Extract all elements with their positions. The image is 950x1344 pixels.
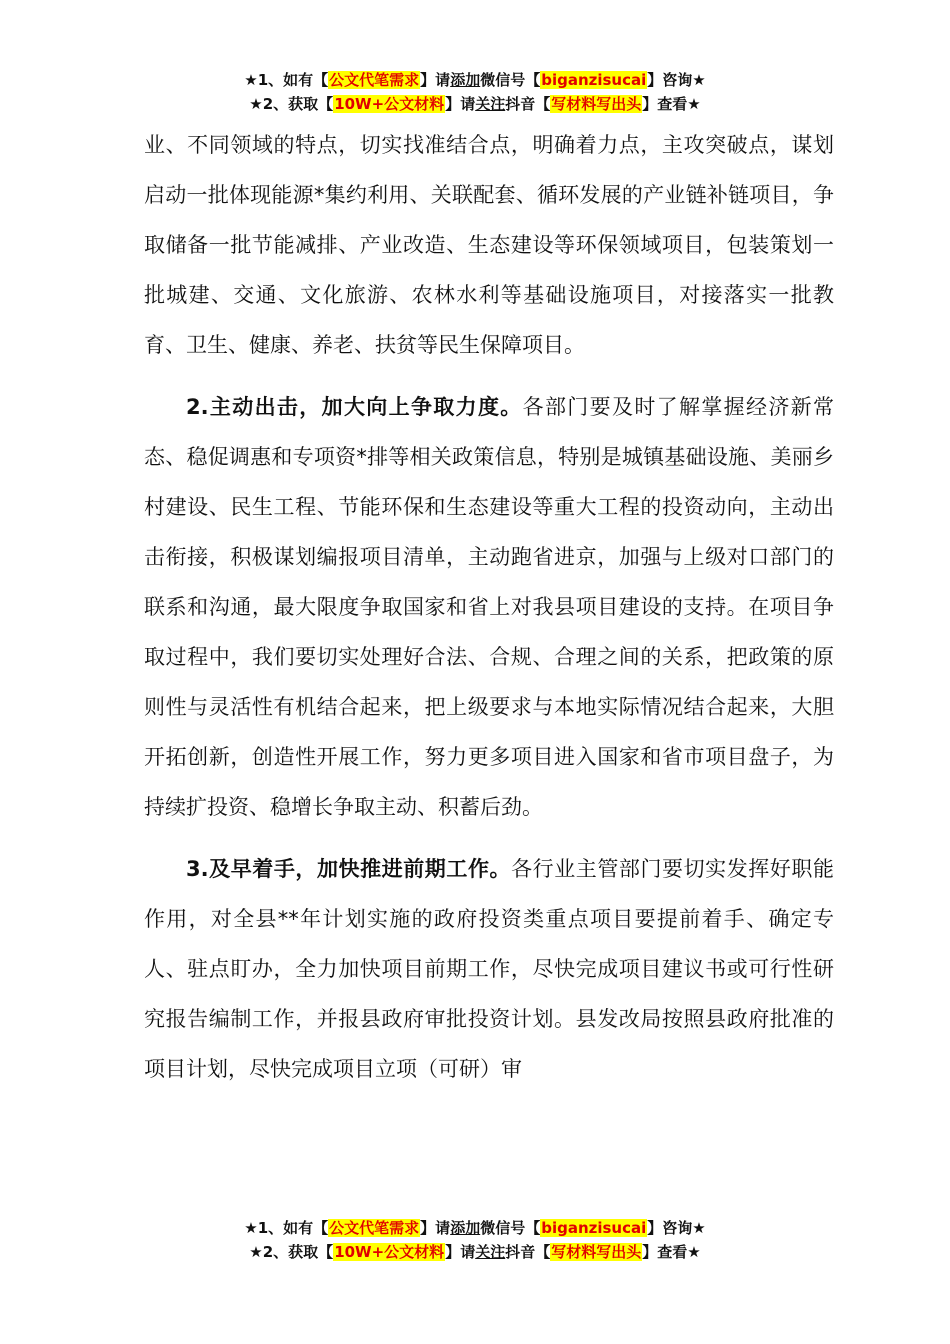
highlight-douyin: 写材料写出头 <box>551 1243 642 1261</box>
paragraph-2-heading: 2.主动出击，加大向上争取力度。 <box>186 395 523 419</box>
paragraph-continued: 业、不同领域的特点，切实找准结合点，明确着力点，主攻突破点，谋划启动一批体现能源*集约利用、关联配套、循环发展的产业链补链项目，争取储备一批节能减排、产业改造、生态建设等环保领域项目，包装策划一批城建、交通、文化旅游、农林水利等基础设施项目，对接落实一批教育、卫生、健康、养老、扶贫等民生保障项目。 <box>144 133 834 357</box>
paragraph-2 <box>144 382 834 832</box>
highlight-wechat-id: biganzisucai <box>541 1219 647 1237</box>
banner-line-2: ★2、获取【10W+公文材料】请关注抖音【写材料写出头】查看★ <box>249 1243 701 1261</box>
paragraph-3-heading: 3.及早着手，加快推进前期工作。 <box>186 857 512 881</box>
highlight-materials: 10W+公文材料 <box>334 95 445 113</box>
paragraph-3 <box>144 844 834 1094</box>
highlight-wechat-id: biganzisucai <box>541 71 647 89</box>
highlight-service: 公文代笔需求 <box>329 71 420 89</box>
paragraph-3-text: 各行业主管部门要切实发挥好职能作用，对全县**年计划实施的政府投资类重点项目要提前着手、确定专人、驻点盯办，全力加快项目前期工作，尽快完成项目建议书或可行性研究报告编制工作，并报县政府审批投资计划。县发改局按照县政府批准的项目计划，尽快完成项目立项（可研）审 <box>144 857 834 1081</box>
document-body <box>144 120 834 1094</box>
footer-banner <box>0 1216 950 1264</box>
header-banner <box>0 68 950 116</box>
paragraph-2-text: 各部门要及时了解掌握经济新常态、稳促调惠和专项资*排等相关政策信息，特别是城镇基础设施、美丽乡村建设、民生工程、节能环保和生态建设等重大工程的投资动向，主动出击衔接，积极谋划编报项目清单，主动跑省进京，加强与上级对口部门的联系和沟通，最大限度争取国家和省上对我县项目建设的支持。在项目争取过程中，我们要切实处理好合法、合规、合理之间的关系，把政策的原则性与灵活性有机结合起来，把上级要求与本地实际情况结合起来，大胆开拓创新，创造性开展工作，努力更多项目进入国家和省市项目盘子，为持续扩投资、稳增长争取主动、积蓄后劲。 <box>144 395 835 819</box>
banner-line-2: ★2、获取【10W+公文材料】请关注抖音【写材料写出头】查看★ <box>249 95 701 113</box>
highlight-service: 公文代笔需求 <box>329 1219 420 1237</box>
banner-line-1: ★1、如有【公文代笔需求】请添加微信号【biganzisucai】咨询★ <box>244 1219 706 1237</box>
highlight-douyin: 写材料写出头 <box>551 95 642 113</box>
banner-line-1: ★1、如有【公文代笔需求】请添加微信号【biganzisucai】咨询★ <box>244 71 706 89</box>
highlight-materials: 10W+公文材料 <box>334 1243 445 1261</box>
